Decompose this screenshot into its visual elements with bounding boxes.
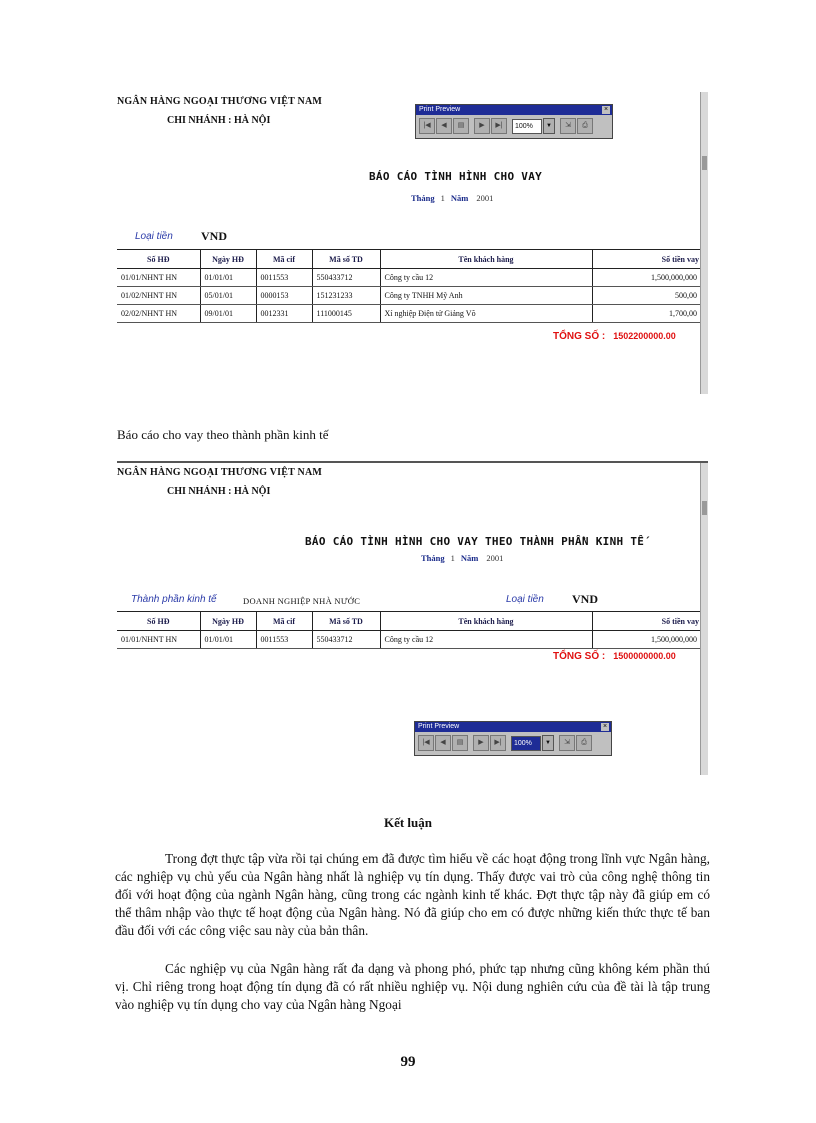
- branch-name: CHI NHÁNH : HÀ NỘI: [167, 115, 271, 126]
- economic-sector-value: DOANH NGHIỆP NHÀ NƯỚC: [243, 596, 361, 606]
- print-icon[interactable]: ⎙: [576, 735, 592, 751]
- loan-table: [117, 611, 701, 649]
- first-page-button[interactable]: |◀: [418, 735, 434, 751]
- column-header: Số HĐ: [117, 612, 200, 631]
- table-cell: 05/01/01: [200, 287, 256, 305]
- table-header-row: [117, 250, 701, 269]
- scrollbar-thumb[interactable]: [702, 156, 707, 170]
- column-header: Mã cif: [256, 250, 312, 269]
- table-cell: 0000153: [256, 287, 312, 305]
- bank-name: NGÂN HÀNG NGOẠI THƯƠNG VIỆT NAM: [117, 96, 323, 107]
- table-header-row: [117, 612, 701, 631]
- go-to-page-button[interactable]: ▤: [452, 735, 468, 751]
- close-preview-button[interactable]: ⇲: [560, 118, 576, 134]
- scrollbar-thumb[interactable]: [702, 501, 707, 515]
- print-icon[interactable]: ⎙: [577, 118, 593, 134]
- previous-page-button[interactable]: ◀: [436, 118, 452, 134]
- currency-value: VND: [201, 229, 227, 243]
- table-cell: 01/01/NHNT HN: [117, 269, 200, 287]
- conclusion-paragraph-1: Trong đợt thực tập vừa rồi tại chúng em đã được tìm hiểu về các hoạt động trong lĩnh vực Ngân hàng, các nghiệp vụ chủ yếu của Ngân hàng nhất là nghiệp vụ tín dụng. Thấy được vai trò của công nghệ thông tin đối với hoạt động của ngành Ngân hàng, cũng trong các ngành kinh tế khác. Đợt thực tập này đã giúp em có thể thâm nhập vào thực tế hoạt động của Ngân hàng. Nó đã giúp cho em có được những kiến thức thực tế ban đầu đối với các công việc sau này của bản thân.: [115, 851, 710, 938]
- year-value: 2001: [476, 193, 494, 203]
- column-header: Số HĐ: [117, 250, 200, 269]
- next-page-button[interactable]: ▶: [473, 735, 489, 751]
- table-row: [117, 631, 701, 649]
- table-cell: 550433712: [312, 631, 380, 649]
- table-cell: 500,00: [592, 287, 701, 305]
- month-value: 1: [440, 193, 445, 203]
- month-label: Tháng: [411, 193, 435, 203]
- year-value: 2001: [486, 553, 504, 563]
- month-value: 1: [450, 553, 455, 563]
- report-title: BÁO CÁO TÌNH HÌNH CHO VAY THEO THÀNH PHẦN KINH TẾ: [305, 535, 645, 548]
- branch-name: CHI NHÁNH : HÀ NỘI: [167, 486, 271, 497]
- column-header: Mã cif: [256, 612, 312, 631]
- year-label: Năm: [450, 193, 469, 203]
- last-page-button[interactable]: ▶|: [491, 118, 507, 134]
- table-cell: Công ty cầu 12: [380, 631, 592, 649]
- table-cell: 01/01/01: [200, 631, 256, 649]
- page-number: 99: [400, 1054, 416, 1070]
- economic-sector-label: Thành phần kinh tế: [131, 594, 217, 605]
- close-icon[interactable]: ×: [603, 106, 609, 113]
- table-row: [117, 287, 701, 305]
- total-value: 1502200000.00: [613, 331, 676, 341]
- print-preview-titlebar: [415, 722, 611, 732]
- next-page-button[interactable]: ▶: [474, 118, 490, 134]
- table-cell: 1,700,00: [592, 305, 701, 323]
- column-header: Ngày HĐ: [200, 612, 256, 631]
- report-period: [411, 193, 493, 203]
- column-header: Ngày HĐ: [200, 250, 256, 269]
- first-page-button[interactable]: |◀: [419, 118, 435, 134]
- zoom-select[interactable]: 100%: [511, 736, 541, 751]
- total-value: 1500000000.00: [613, 651, 676, 661]
- section-caption: Báo cáo cho vay theo thành phần kinh tế: [117, 427, 329, 442]
- table-cell: 151231233: [312, 287, 380, 305]
- close-preview-button[interactable]: ⇲: [559, 735, 575, 751]
- print-preview-title: Print Preview: [418, 723, 460, 730]
- vertical-scrollbar[interactable]: [700, 92, 708, 394]
- go-to-page-button[interactable]: ▤: [453, 118, 469, 134]
- table-cell: 1,500,000,000: [592, 631, 701, 649]
- table-cell: Xí nghiệp Điện tử Giảng Võ: [380, 305, 592, 323]
- year-label: Năm: [460, 553, 479, 563]
- currency-label: Loại tiền: [506, 594, 544, 605]
- vertical-scrollbar[interactable]: [700, 463, 708, 775]
- table-row: [117, 269, 701, 287]
- table-cell: 01/01/NHNT HN: [117, 631, 200, 649]
- previous-page-button[interactable]: ◀: [435, 735, 451, 751]
- table-cell: Công ty cầu 12: [380, 269, 592, 287]
- table-cell: 550433712: [312, 269, 380, 287]
- table-cell: 111000145: [312, 305, 380, 323]
- table-cell: 09/01/01: [200, 305, 256, 323]
- column-header: Mã số TD: [312, 250, 380, 269]
- chevron-down-icon[interactable]: ▼: [542, 735, 554, 751]
- close-icon[interactable]: ×: [602, 723, 608, 730]
- print-preview-title: Print Preview: [419, 106, 461, 113]
- table-cell: 01/01/01: [200, 269, 256, 287]
- loan-table: [117, 249, 701, 323]
- conclusion-paragraph-2: Các nghiệp vụ của Ngân hàng rất đa dạng và phong phó, phức tạp nhưng cũng không kém phần thú vị. Chỉ riêng trong hoạt động tín dụng đã có rất nhiều nghiệp vụ. Nội dung nghiên cứu của đề tài là tập trung vào nghiệp vụ tín dụng cho vay của Ngân hàng Ngoại: [115, 961, 710, 1012]
- currency-label: Loại tiền: [135, 231, 173, 242]
- table-cell: Công ty TNHH Mỹ Anh: [380, 287, 592, 305]
- total-label: TỔNG SỐ :: [553, 651, 606, 662]
- table-cell: 01/02/NHNT HN: [117, 287, 200, 305]
- print-preview-toolbar: [414, 721, 612, 756]
- table-cell: 0012331: [256, 305, 312, 323]
- print-preview-toolbar: [415, 104, 613, 139]
- table-cell: 0011553: [256, 269, 312, 287]
- column-header: Mã số TD: [312, 612, 380, 631]
- total-label: TỔNG SỐ :: [553, 331, 606, 342]
- table-cell: 0011553: [256, 631, 312, 649]
- report-screenshot-1: [117, 92, 708, 394]
- report-total: [553, 651, 676, 662]
- zoom-select[interactable]: 100%: [512, 119, 542, 134]
- month-label: Tháng: [421, 553, 445, 563]
- currency-value: VND: [572, 592, 598, 606]
- report-total: [553, 331, 676, 342]
- column-header: Số tiền vay: [592, 612, 701, 631]
- report-title: BÁO CÁO TÌNH HÌNH CHO VAY: [369, 170, 543, 183]
- print-preview-titlebar: [416, 105, 612, 115]
- bank-name: NGÂN HÀNG NGOẠI THƯƠNG VIỆT NAM: [117, 467, 323, 478]
- report-screenshot-2: [117, 461, 708, 775]
- table-row: [117, 305, 701, 323]
- table-cell: 1,500,000,000: [592, 269, 701, 287]
- last-page-button[interactable]: ▶|: [490, 735, 506, 751]
- table-cell: 02/02/NHNT HN: [117, 305, 200, 323]
- chevron-down-icon[interactable]: ▼: [543, 118, 555, 134]
- column-header: Tên khách hàng: [380, 250, 592, 269]
- column-header: Số tiền vay: [592, 250, 701, 269]
- column-header: Tên khách hàng: [380, 612, 592, 631]
- report-period: [421, 553, 503, 563]
- conclusion-title: Kết luận: [383, 815, 433, 830]
